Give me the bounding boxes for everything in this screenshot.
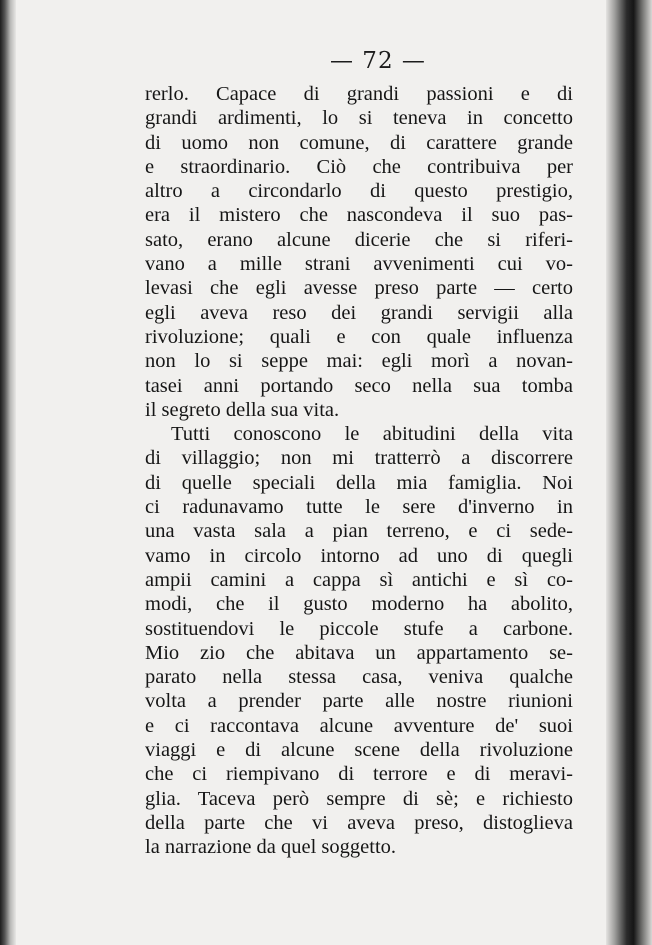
text-line: che ci riempivano di terrore e di meravi- xyxy=(145,763,573,786)
text-line: una vasta sala a pian terreno, e ci sede- xyxy=(145,520,573,543)
text-line: tasei anni portando seco nella sua tomba xyxy=(145,374,573,397)
body-text xyxy=(145,82,573,860)
paragraph-end-line: il segreto della sua vita. xyxy=(145,398,340,421)
text-line: altro a circondarlo di questo prestigio, xyxy=(145,180,573,203)
text-line: vano a mille strani avvenimenti cui vo- xyxy=(145,253,573,276)
text-line: parato nella stessa casa, veniva qualche xyxy=(145,666,573,689)
text-line: rivoluzione; quali e con quale influenza xyxy=(145,325,573,348)
text-line: di villaggio; non mi tratterrò a discorrere xyxy=(145,447,573,470)
text-line: glia. Taceva però sempre di sè; e richiesto xyxy=(145,787,573,810)
text-line: non lo si seppe mai: egli morì a novan- xyxy=(145,350,573,373)
book-spine-shadow xyxy=(0,0,16,945)
text-line: ci radunavamo tutte le sere d'inverno in xyxy=(145,496,573,519)
paragraph-end-line: la narrazione da quel soggetto. xyxy=(145,836,397,859)
text-line: sato, erano alcune dicerie che si riferi- xyxy=(145,228,573,251)
text-line: di quelle speciali della mia famiglia. Noi xyxy=(145,471,573,494)
text-line: egli aveva reso dei grandi servigii alla xyxy=(145,301,573,324)
text-line: e ci raccontava alcune avventure de' suoi xyxy=(145,714,573,737)
text-line: Mio zio che abitava un appartamento se- xyxy=(145,641,573,664)
page-edge-shadow xyxy=(606,0,652,945)
text-line: levasi che egli avesse preso parte — certo xyxy=(145,277,573,300)
text-line: di uomo non comune, di carattere grande xyxy=(145,131,573,154)
text-line: della parte che vi aveva preso, distoglieva xyxy=(145,811,573,834)
text-line: vamo in circolo intorno ad uno di quegli xyxy=(145,544,573,567)
text-line: modi, che il gusto moderno ha abolito, xyxy=(145,593,573,616)
text-line: sostituendovi le piccole stufe a carbone. xyxy=(145,617,573,640)
paragraph-start-line: Tutti conoscono le abitudini della vita xyxy=(171,423,573,446)
text-line: ampii camini a cappa sì antichi e sì co- xyxy=(145,568,573,591)
text-line: grandi ardimenti, lo si teneva in concetto xyxy=(145,107,573,130)
text-line: viaggi e di alcune scene della rivoluzione xyxy=(145,739,573,762)
page-number: — 72 — xyxy=(330,48,426,74)
text-line: volta a prender parte alle nostre riunioni xyxy=(145,690,573,713)
text-line: rerlo. Capace di grandi passioni e di xyxy=(145,83,573,105)
text-line: e straordinario. Ciò che contribuiva per xyxy=(145,155,573,178)
text-line: era il mistero che nascondeva il suo pas- xyxy=(145,204,573,227)
